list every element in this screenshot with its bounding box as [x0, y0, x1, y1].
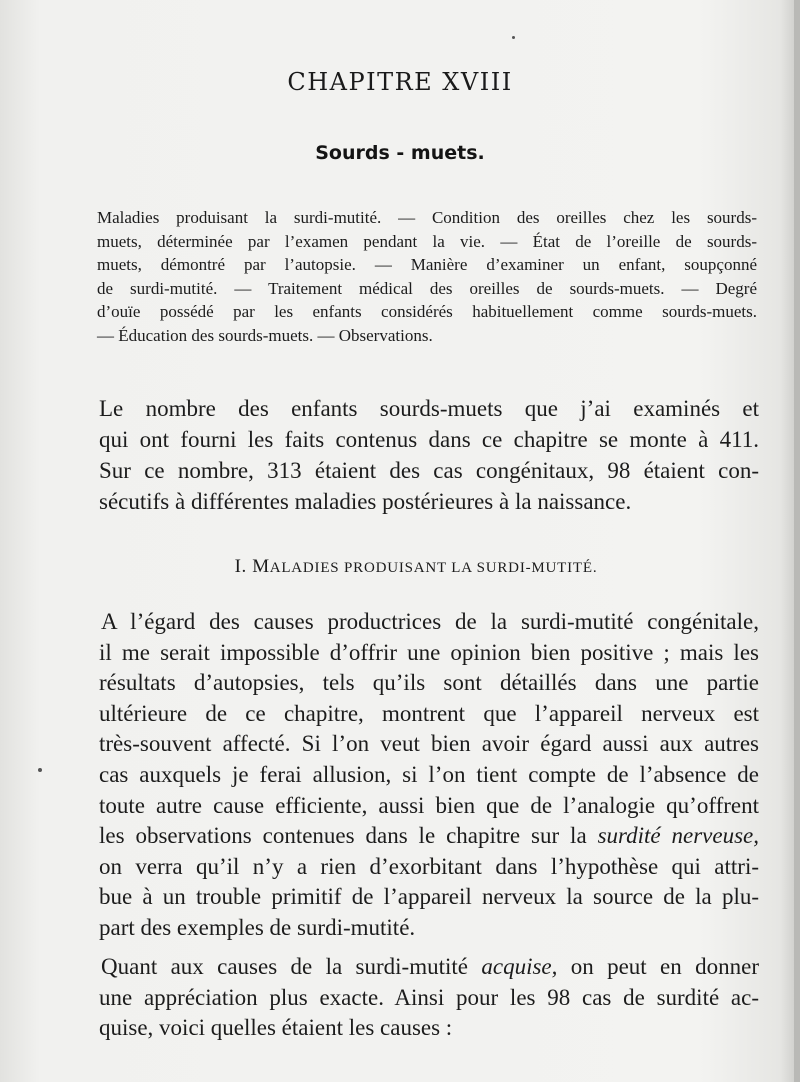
chapter-title: CHAPITRE XVIII: [287, 68, 513, 96]
text-run: on peut en donner: [557, 954, 759, 979]
summary-line: d’ouïe possédé par les enfants considérés habituellement comme sourds-muets.: [97, 302, 757, 322]
text-line: on verra qu’il n’y a rien d’exorbitant dans l’hypothèse qui attri-: [99, 853, 759, 879]
paragraph-causes-acquired: [99, 952, 759, 1044]
ink-speck: [512, 36, 515, 39]
subsection-heading: [0, 556, 800, 578]
text-line: sécutifs à différentes maladies postérieures à la naissance.: [99, 489, 632, 514]
text-line: quise, voici quelles étaient les causes :: [99, 1015, 453, 1041]
text-line: toute autre cause efficiente, aussi bien que de l’analogie qu’offrent: [99, 792, 759, 818]
summary-line: — Éducation des sourds-muets. — Observations.: [97, 325, 433, 345]
intro-paragraph: [99, 393, 759, 517]
italic-term: acquise,: [481, 954, 558, 979]
summary-line: muets, déterminée par l’examen pendant la vie. — État de l’oreille de sourds-: [97, 231, 757, 251]
paragraph-causes-congenital: [99, 607, 759, 944]
text-line: une appréciation plus exacte. Ainsi pour les 98 cas de surdité ac-: [99, 984, 759, 1010]
subheading-number: I. M: [234, 556, 270, 577]
text-line: très-souvent affecté. Si l’on veut bien avoir égard aussi aux autres: [99, 731, 759, 757]
text-line: résultats d’autopsies, tels qu’ils sont détaillés dans une partie: [99, 670, 759, 696]
section-title: Sourds - muets.: [315, 142, 485, 164]
text-line: A l’égard des causes productrices de la surdi-mutité congénitale,: [101, 609, 759, 634]
text-line: Sur ce nombre, 313 étaient des cas congénitaux, 98 étaient con-: [99, 458, 759, 483]
chapter-summary: [97, 206, 757, 348]
italic-term: surdité nerveuse,: [597, 823, 759, 849]
text-run: les observations contenues dans le chapitre sur la: [99, 823, 598, 849]
ink-speck: [38, 768, 42, 772]
summary-line: de surdi-mutité. — Traitement médical des oreilles de sourds-muets. — Degré: [97, 278, 757, 298]
text-line: qui ont fourni les faits contenus dans ce chapitre se monte à 411.: [99, 427, 759, 452]
text-line: Le nombre des enfants sourds-muets que j’ai examinés et: [99, 396, 759, 421]
text-run: Quant aux causes de la surdi-mutité: [101, 954, 482, 979]
text-line: il me serait impossible d’offrir une opinion bien positive ; mais les: [99, 639, 759, 665]
text-line: cas auxquels je ferai allusion, si l’on tient compte de l’absence de: [99, 761, 759, 787]
summary-line: muets, démontré par l’autopsie. — Manière d’examiner un enfant, soupçonné: [97, 255, 757, 275]
subheading-text: ALADIES PRODUISANT LA SURDI-MUTITÉ.: [269, 560, 598, 576]
summary-line: Maladies produisant la surdi-mutité. — Condition des oreilles chez les sourds-: [97, 208, 757, 227]
text-line: [99, 821, 759, 852]
text-line: bue à un trouble primitif de l’appareil nerveux la source de la plu-: [99, 884, 759, 910]
text-line: part des exemples de surdi-mutité.: [99, 914, 416, 940]
text-line: [99, 952, 759, 983]
text-line: ultérieure de ce chapitre, montrent que l’appareil nerveux est: [99, 700, 759, 726]
